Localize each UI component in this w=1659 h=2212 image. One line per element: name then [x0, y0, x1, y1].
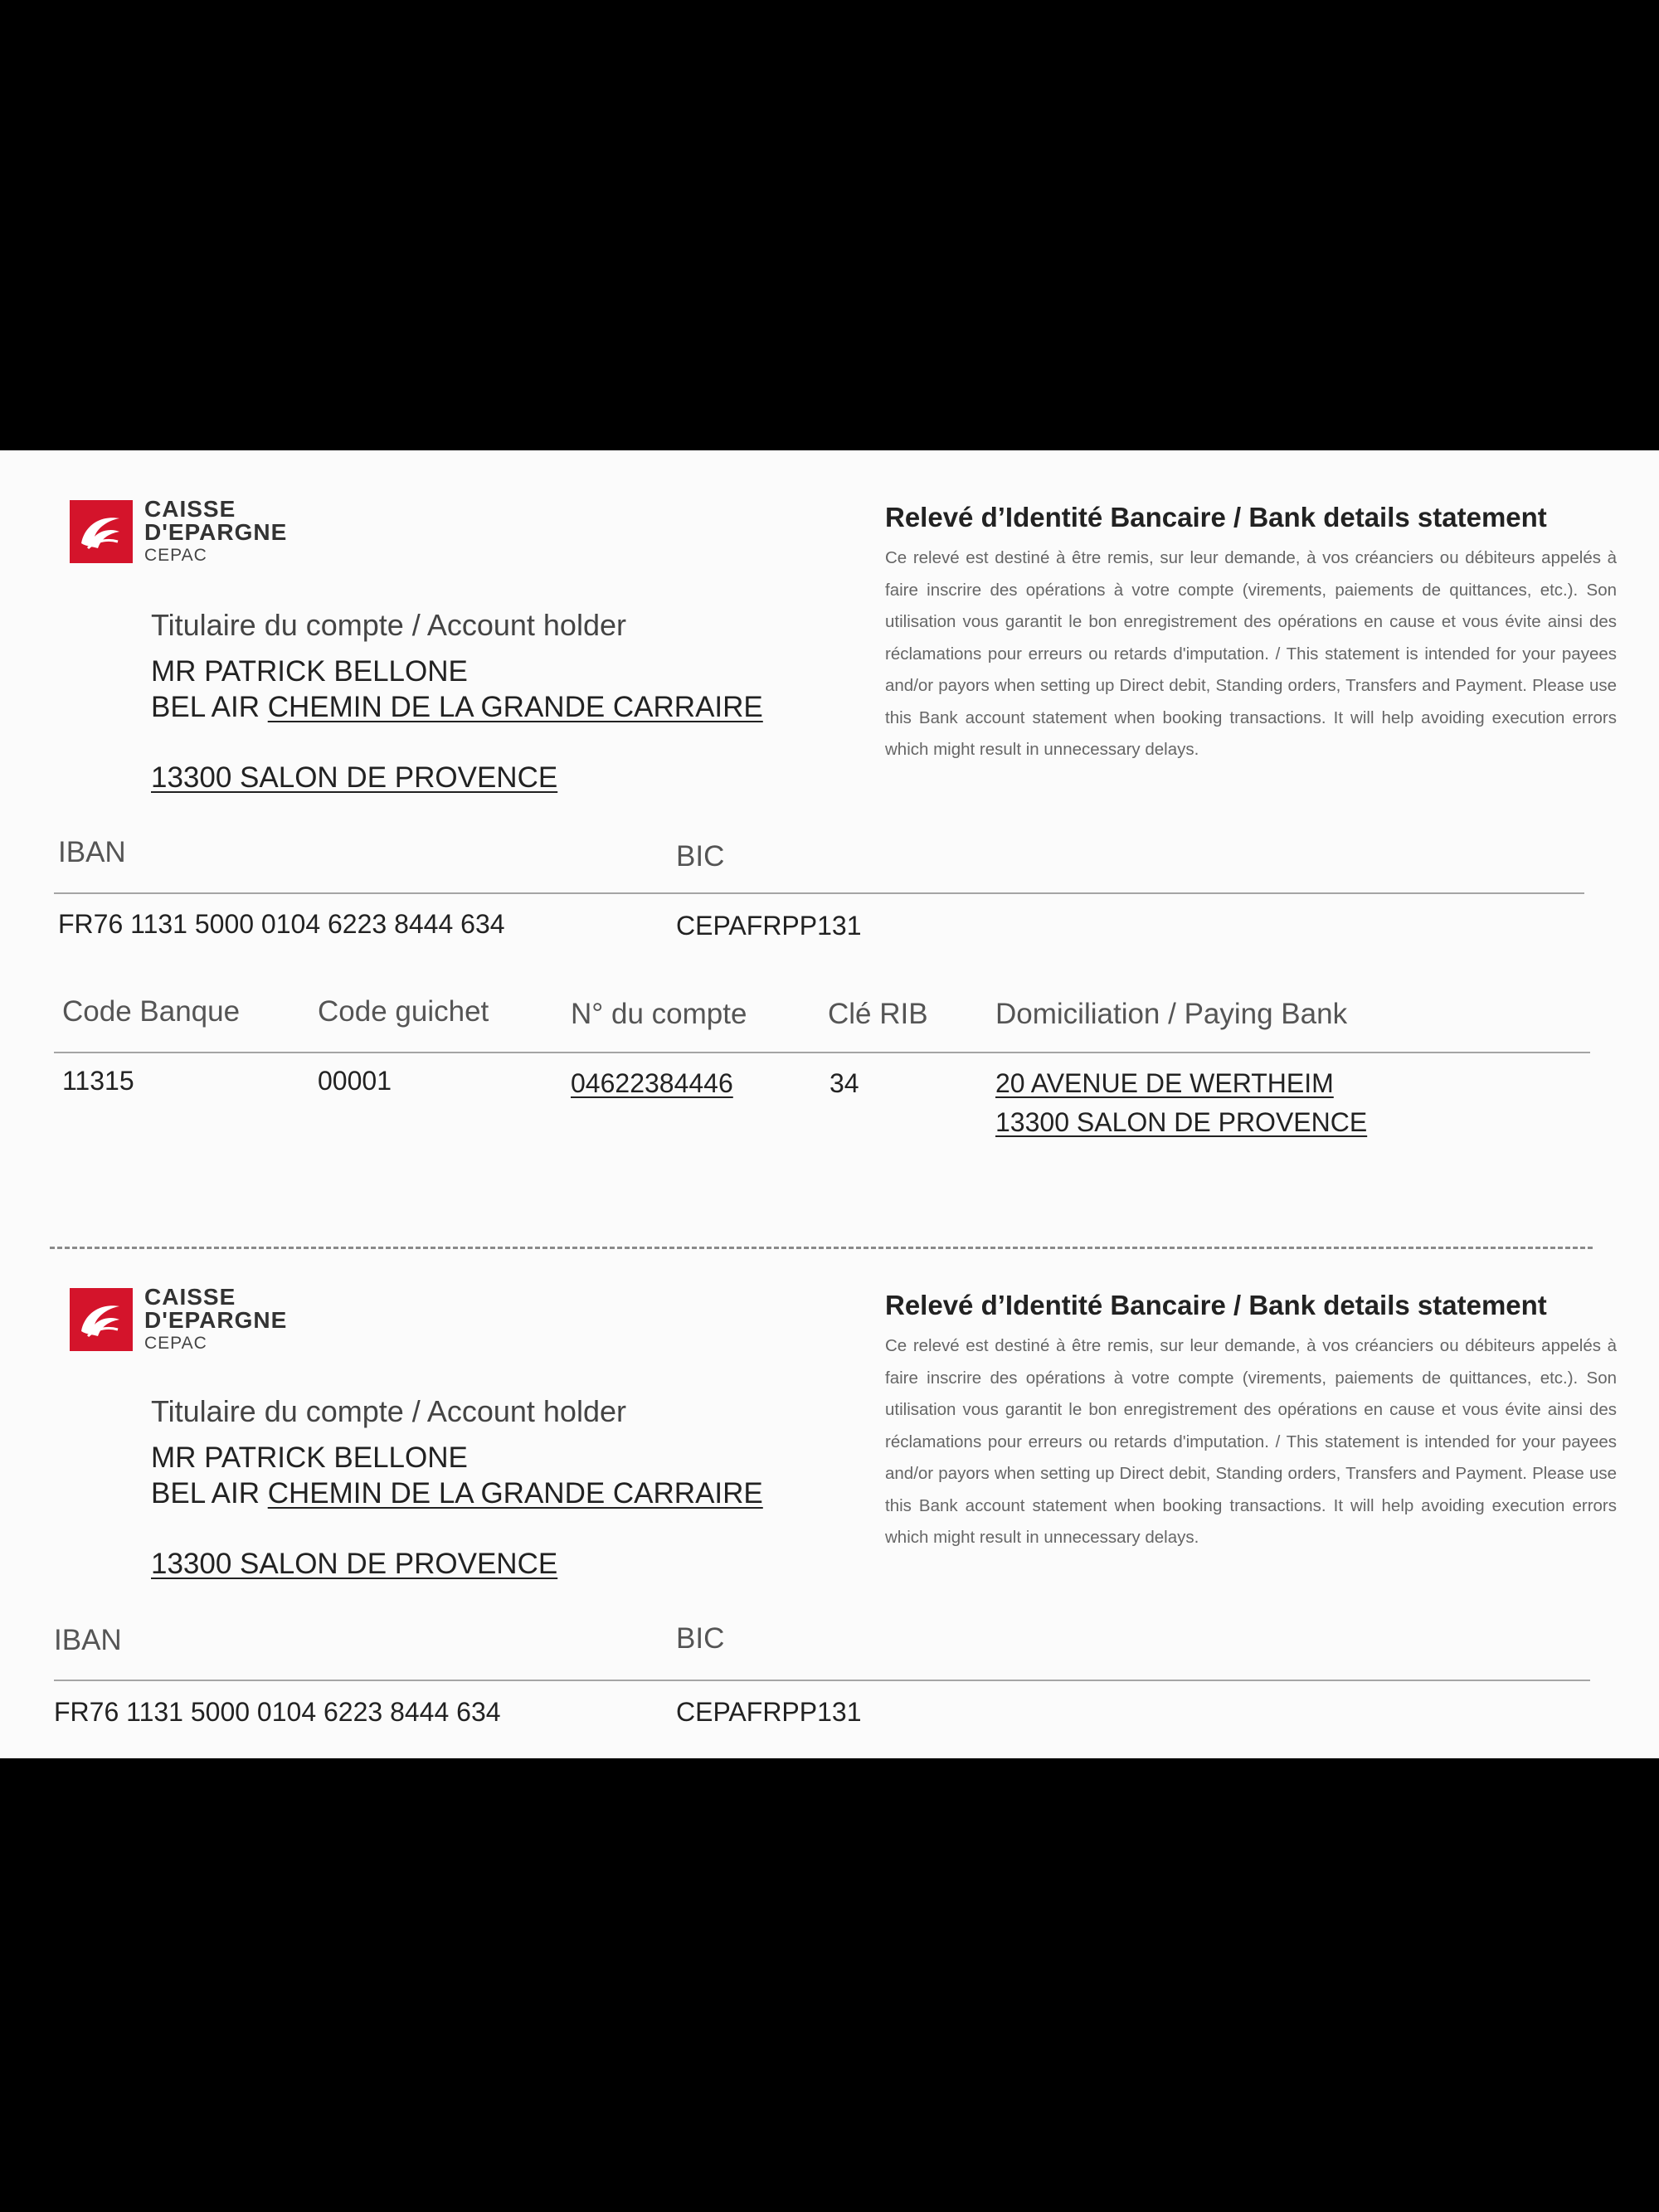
squirrel-logo-icon: [70, 1288, 133, 1351]
address-street: CHEMIN DE LA GRANDE CARRAIRE: [267, 691, 763, 723]
statement-title: Relevé d’Identité Bancaire / Bank details statement: [885, 1290, 1547, 1320]
account-holder-city: 13300 SALON DE PROVENCE: [151, 1548, 558, 1580]
squirrel-logo-icon: [70, 500, 133, 563]
bank-name-line1: CAISSE: [144, 1284, 236, 1310]
divider: [54, 1680, 1590, 1681]
domiciliation-line2: 13300 SALON DE PROVENCE: [995, 1107, 1368, 1137]
numero-compte-label: N° du compte: [571, 998, 747, 1030]
rib-paper: [0, 450, 1659, 1758]
bic-label: BIC: [676, 840, 725, 873]
bank-logo: [70, 500, 133, 563]
bic-value: CEPAFRPP131: [676, 911, 862, 941]
cle-rib-value: 34: [830, 1068, 859, 1098]
bank-name-line2: D'EPARGNE: [144, 519, 288, 545]
iban-value: FR76 1131 5000 0104 6223 8444 634: [54, 1697, 501, 1727]
numero-compte-value: 04622384446: [571, 1068, 733, 1098]
account-holder-address: [151, 1477, 763, 1510]
account-holder-address: [151, 691, 763, 724]
bank-name: [144, 1286, 287, 1352]
address-street: CHEMIN DE LA GRANDE CARRAIRE: [267, 1477, 763, 1510]
bank-name-line2: D'EPARGNE: [144, 1307, 288, 1333]
bank-name-line3: CEPAC: [144, 1334, 207, 1353]
account-holder-city: 13300 SALON DE PROVENCE: [151, 761, 558, 794]
domiciliation-label: Domiciliation / Paying Bank: [995, 998, 1348, 1030]
code-guichet-label: Code guichet: [318, 995, 489, 1028]
cle-rib-label: Clé RIB: [828, 998, 928, 1030]
domiciliation-line1: 20 AVENUE DE WERTHEIM: [995, 1068, 1334, 1098]
divider: [54, 1052, 1590, 1053]
statement-title: Relevé d’Identité Bancaire / Bank details statement: [885, 502, 1547, 532]
bank-logo: [70, 1288, 133, 1351]
account-holder-name: MR PATRICK BELLONE: [151, 655, 468, 688]
bic-value: CEPAFRPP131: [676, 1697, 862, 1727]
account-holder-name: MR PATRICK BELLONE: [151, 1441, 468, 1474]
account-holder-label: Titulaire du compte / Account holder: [151, 608, 626, 642]
bank-name-line3: CEPAC: [144, 546, 207, 565]
divider: [54, 892, 1584, 894]
code-guichet-value: 00001: [318, 1066, 392, 1096]
statement-description: Ce relevé est destiné à être remis, sur leur demande, à vos créanciers ou débiteurs appelés à faire inscrire des opérations à votre compte (virements, paiements de quittances, etc.). Son utilisation vous garantit le bon enregistrement des opérations en cause et vous évite ainsi des réclamations pour erreurs ou retards d'imputation. / This statement is intended for your payees and/or payors when setting up Direct debit, Standing orders, Transfers and Payment. Please use this Bank account statement when booking transactions. It will help avoiding execution errors which might result in unnecessary delays.: [885, 548, 1617, 759]
iban-label: IBAN: [58, 836, 126, 868]
code-banque-label: Code Banque: [62, 995, 241, 1028]
code-banque-value: 11315: [62, 1066, 134, 1096]
bic-label: BIC: [676, 1622, 725, 1655]
cut-line: [50, 1247, 1593, 1249]
address-prefix: BEL AIR: [151, 1477, 268, 1510]
statement-description: Ce relevé est destiné à être remis, sur leur demande, à vos créanciers ou débiteurs appelés à faire inscrire des opérations à votre compte (virements, paiements de quittances, etc.). Son utilisation vous garantit le bon enregistrement des opérations en cause et vous évite ainsi des réclamations pour erreurs ou retards d'imputation. / This statement is intended for your payees and/or payors when setting up Direct debit, Standing orders, Transfers and Payment. Please use this Bank account statement when booking transactions. It will help avoiding execution errors which might result in unnecessary delays.: [885, 1336, 1617, 1547]
iban-label: IBAN: [54, 1624, 122, 1656]
iban-value: FR76 1131 5000 0104 6223 8444 634: [58, 909, 505, 939]
account-holder-label: Titulaire du compte / Account holder: [151, 1394, 626, 1428]
bank-name: [144, 498, 287, 564]
address-prefix: BEL AIR: [151, 691, 268, 723]
bank-name-line1: CAISSE: [144, 496, 236, 522]
